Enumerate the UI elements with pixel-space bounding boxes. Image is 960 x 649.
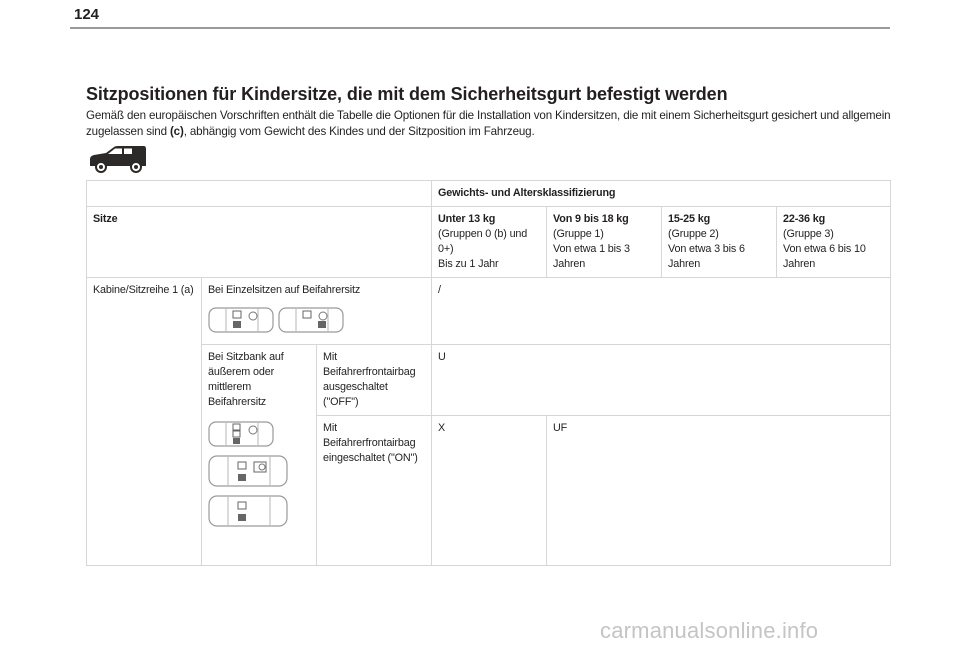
header-rule — [70, 27, 890, 29]
intro-paragraph — [86, 108, 894, 140]
seat-diagram-icon — [278, 306, 344, 334]
row-single-seat-label: Bei Einzelsitzen auf Beifahrersitz — [202, 278, 432, 345]
row-bench-seat-label: Bei Sitzbank auf äußerem oder mittlerem Beifahrersitz — [202, 345, 317, 566]
seat-diagram-icon — [208, 306, 274, 334]
row-airbag-off-label: Mit Beifahrerfrontairbag ausgeschaltet ("OFF") — [317, 345, 432, 416]
column-header-group-2: 15-25 kg (Gruppe 2) Von etwa 3 bis 6 Jahren — [662, 207, 777, 278]
table-corner-cell — [87, 181, 432, 207]
intro-text-1: Gemäß den europäischen Vorschriften enthält die Tabelle die Optionen für die Installation von Kindersitzen, die mit einem Sicherheitsgurt gesichert und allgemein zugelassen sind — [86, 109, 891, 138]
seat-diagram-icon — [208, 494, 288, 528]
cell-airbag-on-groups123: UF — [547, 416, 891, 566]
child-seat-table — [86, 180, 891, 566]
seat-diagram-icon — [208, 454, 288, 488]
cell-airbag-on-group0: X — [432, 416, 547, 566]
intro-text-2: , abhängig vom Gewicht des Kindes und der Sitzposition im Fahrzeug. — [183, 125, 535, 138]
page-number: 124 — [74, 6, 100, 23]
cell-airbag-off-value: U — [432, 345, 891, 416]
page-title: Sitzpositionen für Kindersitze, die mit dem Sicherheitsgurt befestigt werden — [86, 84, 728, 104]
intro-footnote-ref: (c) — [169, 125, 184, 138]
watermark: carmanualsonline.info — [600, 618, 819, 643]
row-airbag-on-label: Mit Beifahrerfrontairbag eingeschaltet ("ON") — [317, 416, 432, 566]
column-header-group-0: Unter 13 kg (Gruppen 0 (b) und 0+) Bis zu 1 Jahr — [432, 207, 547, 278]
column-header-group-1: Von 9 bis 18 kg (Gruppe 1) Von etwa 1 bis 3 Jahren — [547, 207, 662, 278]
weight-class-header: Gewichts- und Altersklassifizierung — [432, 181, 891, 207]
row-group-label: Kabine/Sitzreihe 1 (a) — [87, 278, 202, 566]
cell-single-seat-value: / — [432, 278, 891, 345]
van-icon — [88, 144, 148, 174]
seat-diagram-icon — [208, 420, 274, 448]
seats-header: Sitze — [87, 207, 432, 278]
column-header-group-3: 22-36 kg (Gruppe 3) Von etwa 6 bis 10 Jahren — [777, 207, 891, 278]
